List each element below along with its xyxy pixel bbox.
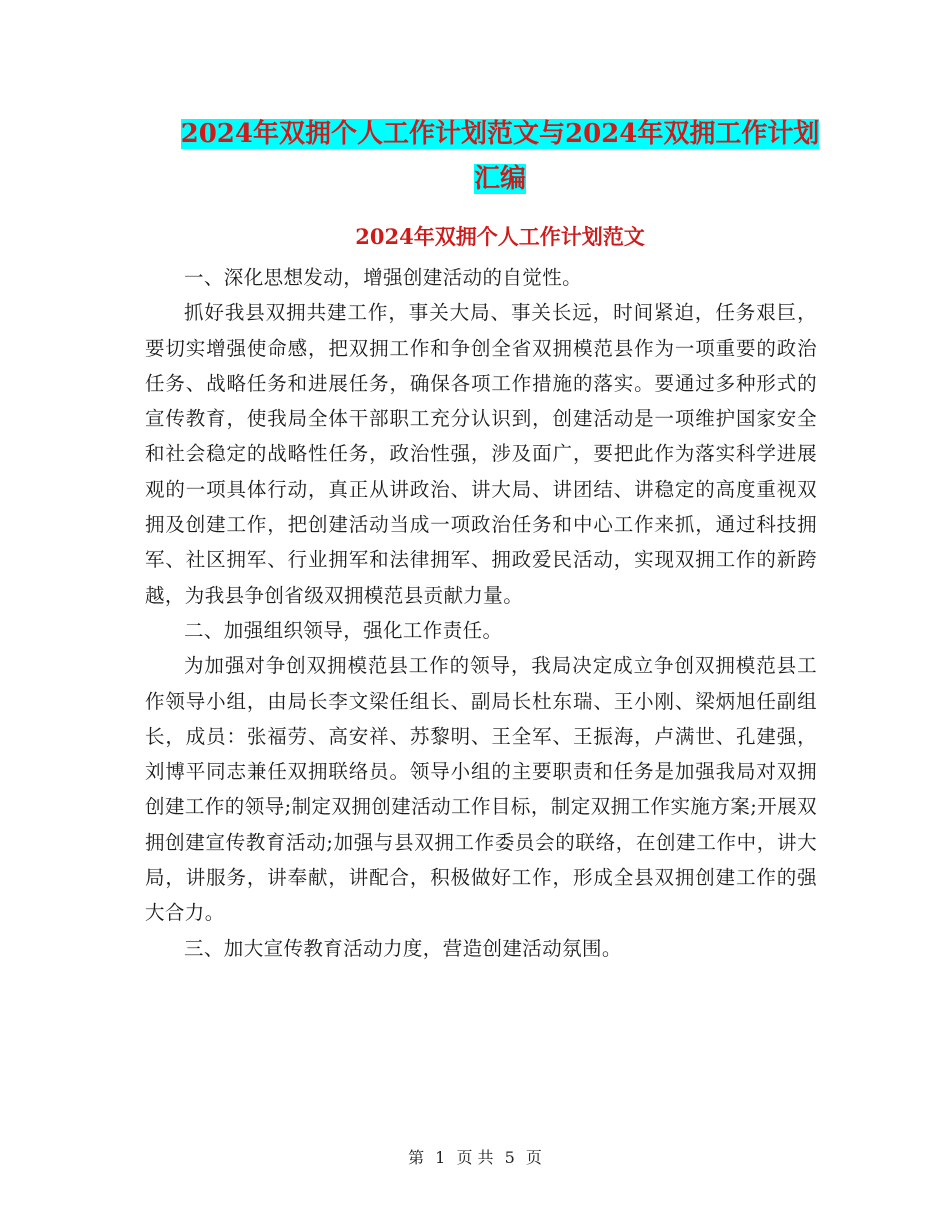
heading-paragraph-1: 一、深化思想发动，增强创建活动的自觉性。 — [184, 266, 583, 289]
body-paragraph-2: 为加强对争创双拥模范县工作的领导，我局决定成立争创双拥模范县工作领导小组，由局长李文梁任组长、副局长杜东瑞、王小刚、梁炳旭任副组长，成员：张福劳、高安祥、苏黎明、王全军、王振海，卢满世、孔建强，刘博平同志兼任双拥联络员。领导小组的主要职责和任务是加强我局对双拥创建工作的领导;制定双拥创建活动工作目标，制定双拥工作实施方案;开展双拥创建宣传教育活动;加强与县双拥工作委员会的联络，在创建工作中，讲大局，讲服务，讲奉献，讲配合，积极做好工作，形成全县双拥创建工作的强大合力。 — [145, 654, 817, 925]
document-title-line-2: 汇编 — [473, 164, 526, 194]
footer-mid: 页 共 — [456, 1148, 494, 1167]
footer-current-page: 1 — [435, 1148, 446, 1167]
heading-paragraph-3: 三、加大宣传教育活动力度，营造创建活动氛围。 — [184, 936, 622, 960]
heading-paragraph-2: 二、加强组织领导，强化工作责任。 — [184, 618, 503, 642]
page-footer — [0, 1146, 950, 1170]
body-paragraph-1: 抓好我县双拥共建工作，事关大局、事关长远，时间紧迫，任务艰巨，要切实增强使命感，把双拥工作和争创全省双拥模范县作为一项重要的政治任务、战略任务和进展任务，确保各项工作措施的落实。要通过多种形式的宣传教育，使我局全体干部职工充分认识到，创建活动是一项维护国家安全和社会稳定的战略性任务，政治性强，涉及面广，要把此作为落实科学进展观的一项具体行动，真正从讲政治、讲大局、讲团结、讲稳定的高度重视双拥及创建工作，把创建活动当成一项政治任务和中心工作来抓，通过科技拥军、社区拥军、行业拥军和法律拥军、拥政爱民活动，实现双拥工作的新跨越，为我县争创省级双拥模范县贡献力量。 — [145, 301, 817, 607]
footer-prefix: 第 — [408, 1148, 425, 1167]
footer-suffix: 页 — [525, 1148, 542, 1167]
footer-total-pages: 5 — [504, 1148, 515, 1167]
section-title: 2024年双拥个人工作计划范文 — [355, 224, 645, 249]
document-body — [145, 260, 817, 966]
document-title — [140, 112, 860, 202]
document-title-line-1: 2024年双拥个人工作计划范文与2024年双拥工作计划 — [180, 119, 820, 149]
